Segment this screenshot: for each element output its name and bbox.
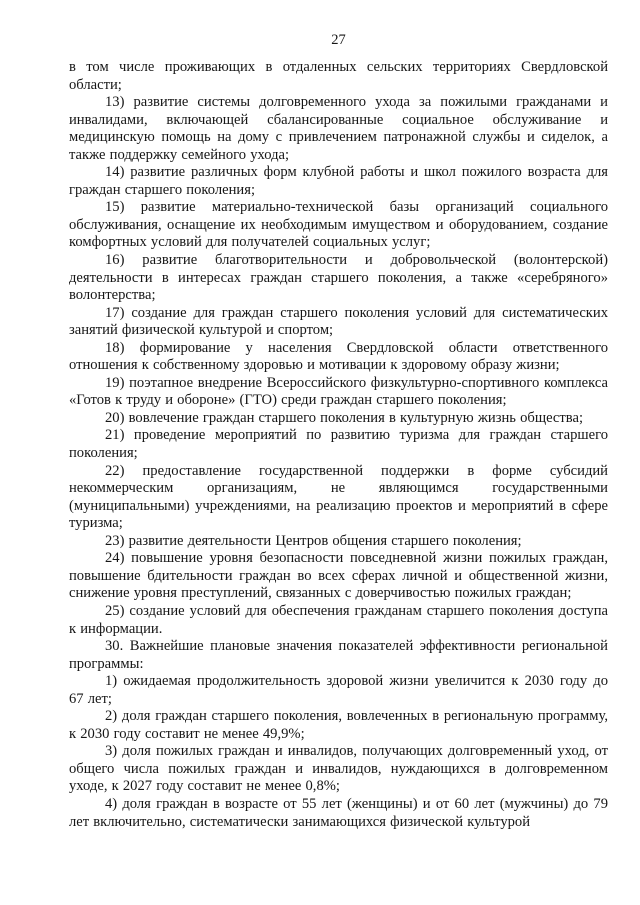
paragraph-item-24: 24) повышение уровня безопасности повседневной жизни пожилых граждан, повышение бдительности граждан во всех сферах личной и общественной жизни, снижение уровня преступлений, связанных с доверчивостью пожилых граждан;	[69, 550, 608, 602]
paragraph-item-25: 25) создание условий для обеспечения гражданам старшего поколения доступа к информации.	[69, 602, 608, 637]
paragraph-subitem-4: 4) доля граждан в возрасте от 55 лет (женщины) и от 60 лет (мужчины) до 79 лет включительно, систематически занимающихся физической культурой	[69, 795, 608, 830]
paragraph-item-18: 18) формирование у населения Свердловской области ответственного отношения к собственному здоровью и мотивации к здоровому образу жизни;	[69, 339, 608, 374]
paragraph-subitem-2: 2) доля граждан старшего поколения, вовлеченных в региональную программу, к 2030 году составит не менее 49,9%;	[69, 708, 608, 742]
text-block	[69, 32, 608, 831]
paragraph-subitem-3: 3) доля пожилых граждан и инвалидов, получающих долговременный уход, от общего числа пожилых граждан и инвалидов, нуждающихся в долговременном уходе, к 2027 году составит не менее 0,8%;	[69, 743, 608, 795]
paragraph-item-17: 17) создание для граждан старшего поколения условий для систематических занятий физической культурой и спортом;	[69, 304, 608, 339]
paragraph-item-23: 23) развитие деятельности Центров общения старшего поколения;	[105, 532, 522, 549]
paragraph-continuation: в том числе проживающих в отдаленных сельских территориях Свердловской области;	[69, 59, 608, 93]
paragraph-item-16: 16) развитие благотворительности и добровольческой (волонтерской) деятельности в интересах граждан старшего поколения, а также «серебряного» волонтерства;	[69, 252, 608, 304]
paragraph-item-22: 22) предоставление государственной поддержки в форме субсидий некоммерческим организациям, не являющимся государственными (муниципальными) учреждениями, на реализацию проектов и мероприятий в сфере туризма;	[69, 462, 608, 532]
paragraph-item-13: 13) развитие системы долговременного ухода за пожилыми гражданами и инвалидами, включающей сбалансированные социальное обслуживание и медицинскую помощь на дому с привлечением патронажной службы и сиделок, а также поддержку семейного ухода;	[69, 94, 608, 163]
paragraph-item-20: 20) вовлечение граждан старшего поколения в культурную жизнь общества;	[105, 409, 583, 426]
paragraph-subitem-1: 1) ожидаемая продолжительность здоровой жизни увеличится к 2030 году до 67 лет;	[69, 673, 608, 707]
page-number: 27	[331, 32, 346, 48]
paragraph-item-30: 30. Важнейшие плановые значения показателей эффективности региональной программы:	[69, 638, 608, 672]
paragraph-item-19: 19) поэтапное внедрение Всероссийского физкультурно-спортивного комплекса «Готов к труду и обороне» (ГТО) среди граждан старшего поколения;	[69, 374, 608, 409]
paragraph-item-14: 14) развитие различных форм клубной работы и школ пожилого возраста для граждан старшего поколения;	[69, 164, 608, 198]
paragraph-item-21: 21) проведение мероприятий по развитию туризма для граждан старшего поколения;	[69, 427, 608, 462]
paragraph-item-15: 15) развитие материально-технической базы организаций социального обслуживания, оснащение их необходимым имуществом и оборудованием, создание комфортных условий для получателей социальных услуг;	[69, 199, 608, 251]
